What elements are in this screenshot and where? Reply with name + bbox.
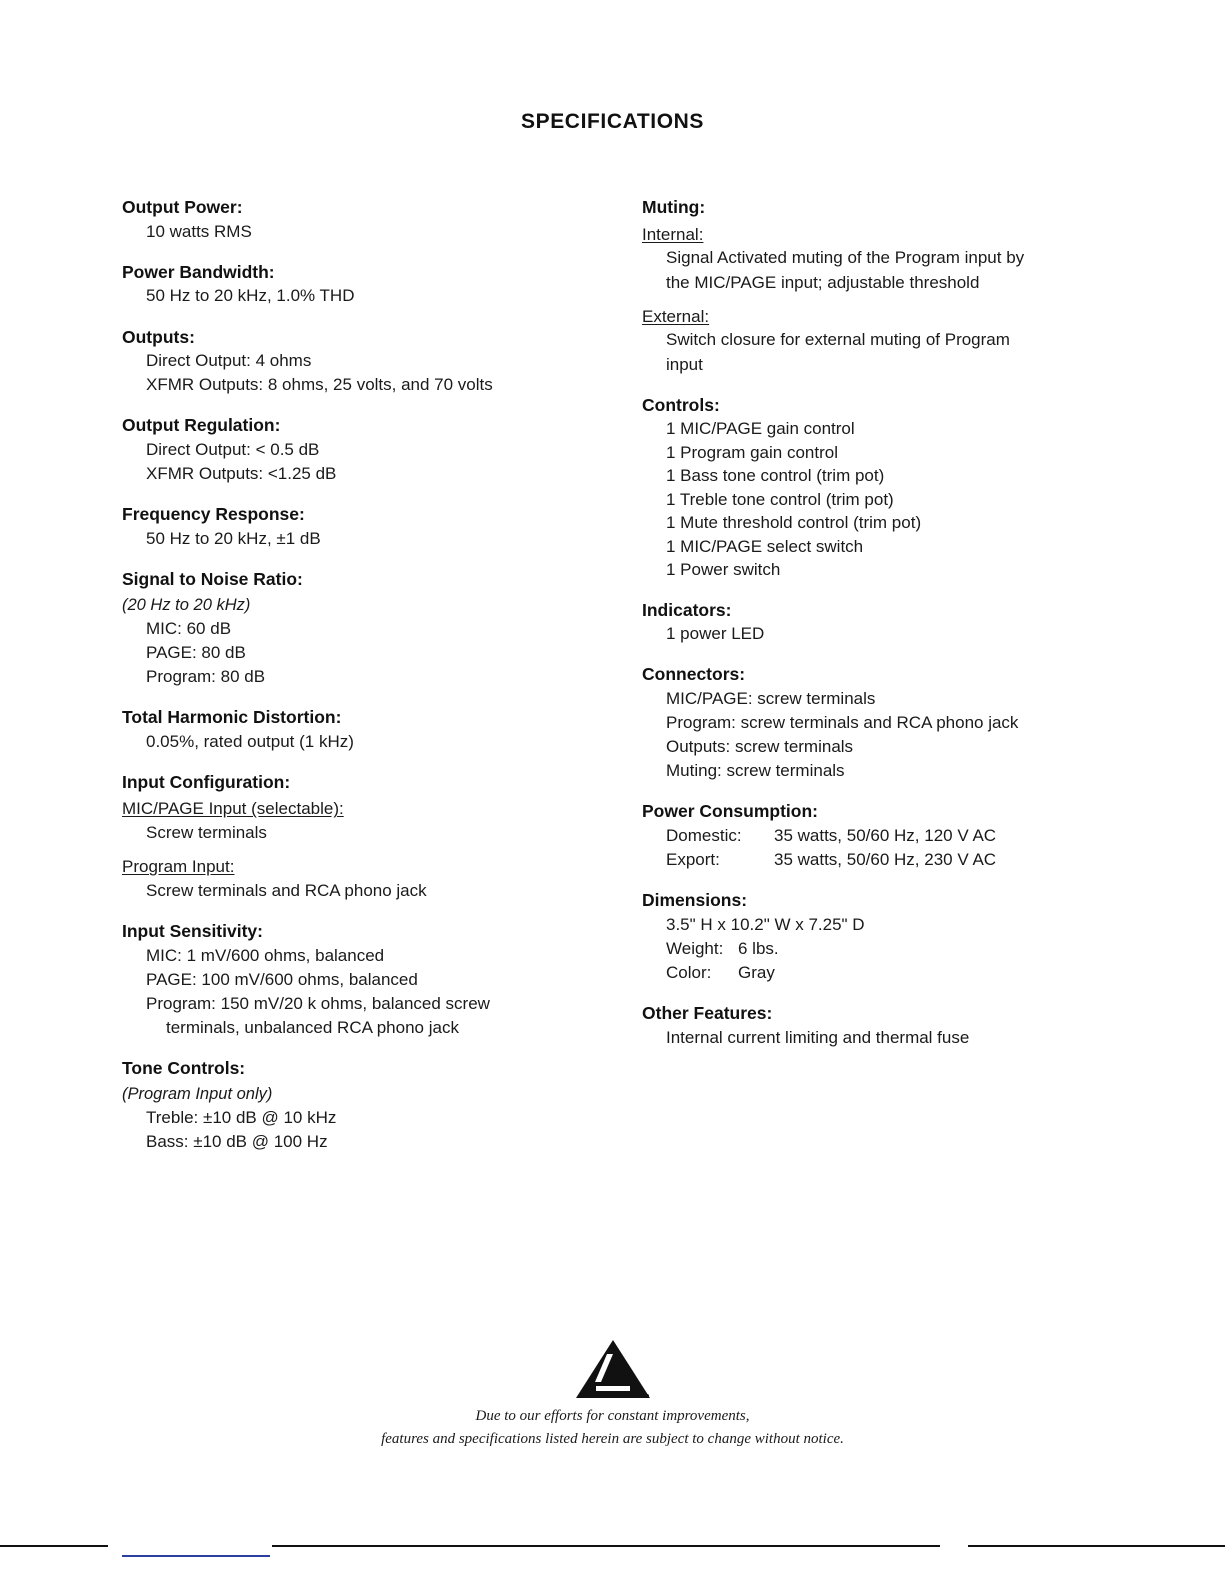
spec-output-power [122,196,642,244]
footer-rule-right [968,1545,1225,1547]
spec-value: 50 Hz to 20 kHz, ±1 dB [146,528,321,548]
spec-outputs [122,326,642,398]
spec-value: 0.05%, rated output (1 kHz) [146,731,354,751]
spec-value: 50 Hz to 20 kHz, 1.0% THD [146,286,355,306]
spec-value: 1 Mute threshold control (trim pot) [666,513,922,533]
spec-value: Outputs: screw terminals [666,737,854,757]
footer-line-1: Due to our efforts for constant improvements, [475,1408,750,1424]
spec-value: Program: screw terminals and RCA phono jack [666,713,1019,733]
spec-value: Signal Activated muting of the Program input by [666,248,1025,268]
spec-heading: Outputs: [122,326,195,347]
spec-heading: Other Features: [642,1003,773,1024]
spec-controls [642,394,1162,582]
spec-value: MIC/PAGE: screw terminals [666,688,876,708]
page-title: SPECIFICATIONS [520,110,705,133]
spec-input-sensitivity [122,920,642,1040]
spec-pair [666,937,1162,961]
spec-output-regulation [122,414,642,486]
spec-power-consumption [642,800,1162,872]
spec-heading: Frequency Response: [122,504,305,525]
spec-value: 1 MIC/PAGE select switch [666,536,864,556]
spec-dimensions [642,889,1162,985]
spec-value: 3.5" H x 10.2" W x 7.25" D [666,914,865,934]
spec-value: Direct Output: 4 ohms [146,351,312,371]
spec-muting [642,196,1162,377]
spec-heading: Input Sensitivity: [122,921,263,942]
spec-value-continued: terminals, unbalanced RCA phono jack [166,1018,459,1038]
spec-value: Internal current limiting and thermal fuse [666,1027,970,1047]
spec-indicators [642,599,1162,647]
spec-value: PAGE: 80 dB [146,642,246,662]
footer-rule-middle [272,1545,940,1547]
spec-value: Program: 150 mV/20 k ohms, balanced screw [146,994,490,1014]
footer-rule-left [0,1545,108,1547]
footer-logo-wrap [0,1338,1225,1405]
spec-subheading: Internal: [642,224,704,244]
spec-subheading: Program Input: [122,857,235,877]
spec-frequency-response [122,503,642,551]
spec-value: Switch closure for external muting of Program [666,330,1010,350]
spec-value: input [666,354,703,374]
spec-value: MIC: 1 mV/600 ohms, balanced [146,945,385,965]
spec-value: Program: 80 dB [146,666,266,686]
spec-pair-value: 35 watts, 50/60 Hz, 120 V AC [774,826,997,846]
spec-heading: Tone Controls: [122,1058,246,1079]
spec-heading: Output Regulation: [122,415,281,436]
footer-line-2: features and specifications listed herein are subject to change without notice. [381,1431,844,1448]
spec-value: PAGE: 100 mV/600 ohms, balanced [146,970,418,990]
left-column [122,196,642,1171]
spec-note: (Program Input only) [122,1085,273,1104]
spec-value: Direct Output: < 0.5 dB [146,440,320,459]
spec-value: XFMR Outputs: <1.25 dB [146,464,337,484]
spec-note: (20 Hz to 20 kHz) [122,595,251,614]
spec-value: Bass: ±10 dB @ 100 Hz [146,1132,328,1152]
spec-value: Screw terminals [146,823,267,843]
spec-heading: Output Power: [122,197,243,217]
spec-value: 1 Treble tone control (trim pot) [666,489,894,509]
spec-connectors [642,663,1162,783]
spec-pair-key: Export: [666,850,720,870]
spec-value: 1 MIC/PAGE gain control [666,419,855,439]
spec-heading: Power Bandwidth: [122,261,275,282]
spec-value: 1 Program gain control [666,442,838,462]
right-column [642,196,1162,1067]
spec-signal-to-noise-ratio [122,568,642,689]
spec-heading: Signal to Noise Ratio: [122,569,303,589]
spec-pair-key: Domestic: [666,826,742,846]
spec-heading: Indicators: [642,599,732,620]
spec-heading: Muting: [642,197,706,217]
footer-disclaimer [0,1405,1225,1452]
spec-power-bandwidth [122,261,642,309]
spec-other-features [642,1002,1162,1050]
spec-pair-value: Gray [738,963,775,983]
spec-value: the MIC/PAGE input; adjustable threshold [666,272,980,292]
spec-pair [666,961,1162,985]
spec-heading: Power Consumption: [642,801,818,822]
spec-subheading: External: [642,306,710,326]
spec-tone-controls [122,1057,642,1154]
spec-pair-value: 35 watts, 50/60 Hz, 230 V AC [774,850,997,870]
spec-pair [666,848,1162,872]
spec-value: 1 Power switch [666,560,781,580]
spec-value: 1 Bass tone control (trim pot) [666,466,885,486]
triangle-logo-icon [574,1338,652,1400]
spec-pair-key: Color: [666,963,712,983]
spec-columns [0,196,1225,1171]
spec-value: Screw terminals and RCA phono jack [146,881,427,901]
spec-total-harmonic-distortion [122,706,642,754]
spec-value: MIC: 60 dB [146,618,232,638]
spec-input-configuration [122,771,642,903]
spec-value: 1 power LED [666,624,765,644]
spec-pair-value: 6 lbs. [738,939,779,959]
spec-heading: Dimensions: [642,890,748,911]
spec-subheading: MIC/PAGE Input (selectable): [122,799,344,819]
spec-heading: Total Harmonic Distortion: [122,707,342,728]
spec-heading: Connectors: [642,664,746,685]
spec-value: Treble: ±10 dB @ 10 kHz [146,1108,337,1128]
spec-pair [666,824,1162,848]
spec-value: 10 watts RMS [146,221,252,241]
spec-heading: Controls: [642,394,720,415]
spec-value: XFMR Outputs: 8 ohms, 25 volts, and 70 volts [146,375,493,395]
footer-rule-accent [122,1555,270,1557]
spec-value: Muting: screw terminals [666,761,845,781]
spec-heading: Input Configuration: [122,771,291,792]
spec-pair-key: Weight: [666,939,724,959]
